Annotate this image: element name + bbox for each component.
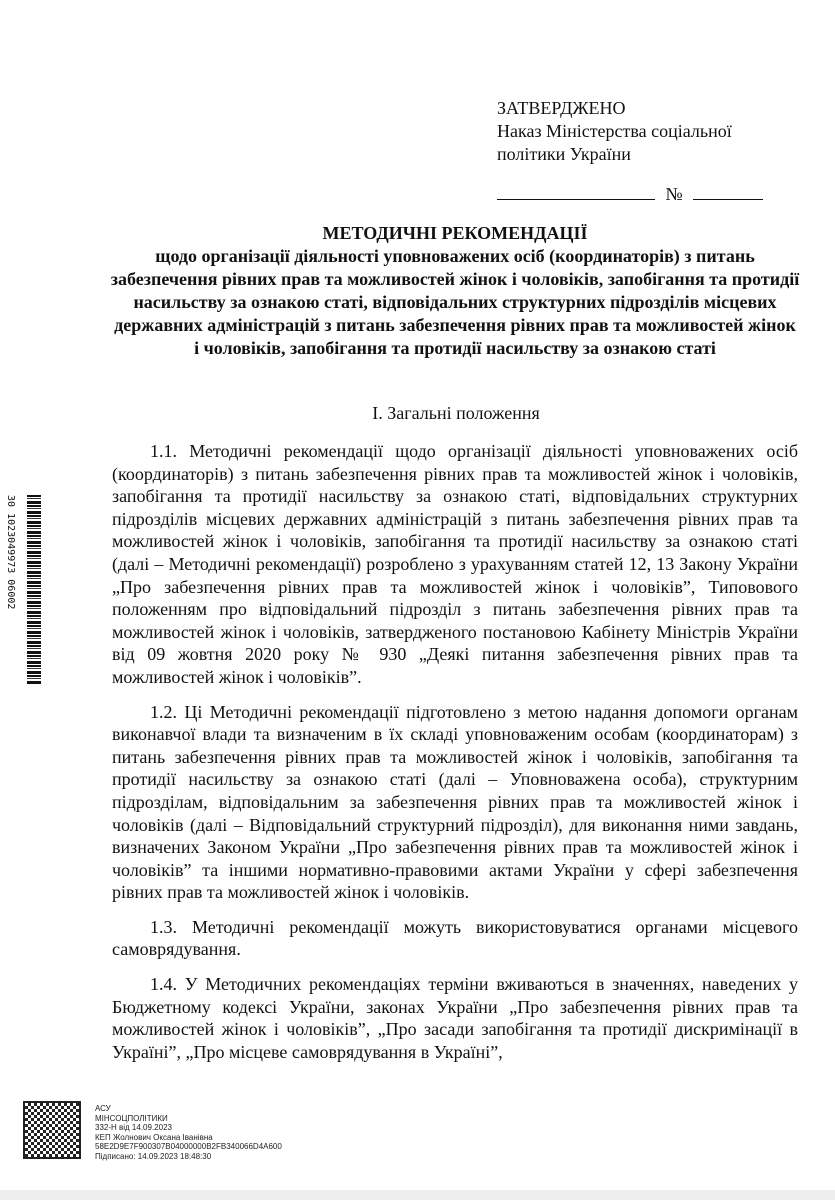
document-body bbox=[112, 440, 798, 1075]
number-sign: № bbox=[665, 184, 683, 204]
stamp-line: Підписано: 14.09.2023 18:48:30 bbox=[95, 1151, 212, 1161]
approval-heading: ЗАТВЕРДЖЕНО bbox=[497, 98, 626, 118]
signature-stamp bbox=[22, 1100, 322, 1162]
paragraph: 1.4. У Методичних рекомендаціях терміни вживаються в значеннях, наведених у Бюджетному кодексі України, законах України „Про забезпечення рівних прав та можливостей жінок і чоловіків”, „Про засади запобігання та протидії дискримінації в Україні”, „Про місцеве самоврядування в Україні”, bbox=[112, 974, 798, 1062]
approval-line-2: політики України bbox=[497, 144, 631, 164]
barcode-number: 30 1023049973 06002 bbox=[5, 495, 16, 610]
stamp-line: 332-Н від 14.09.2023 bbox=[95, 1123, 172, 1132]
stamp-line: 58E2D9E7F900307B04000000B2FB340066D4A600 bbox=[95, 1142, 282, 1151]
qr-code-icon bbox=[25, 1103, 79, 1157]
number-blank bbox=[693, 185, 763, 200]
document-title bbox=[110, 222, 800, 360]
stamp-line: АСУ bbox=[95, 1104, 111, 1113]
title-subtitle: щодо організації діяльності уповноважених осіб (координаторів) з питань забезпечення рівних прав та можливостей жінок і чоловіків, запобігання та протидії насильству за ознакою статі, відповідальних структурних підрозділів місцевих державних адміністрацій з питань забезпечення рівних прав та можливостей жінок і чоловіків, запобігання та протидії насильству за ознакою статі bbox=[110, 246, 800, 358]
paragraph: 1.2. Ці Методичні рекомендації підготовлено з метою надання допомоги органам виконавчої влади та визначеним в їх складі уповноваженим особам (координаторам) з питань забезпечення рівних прав та можливостей жінок і чоловіків, запобігання та протидії насильству за ознакою статі (далі – Уповноважена особа), структурним підрозділам, відповідальним за забезпечення рівних прав та можливостей жінок і чоловіків (далі – Відповідальний структурний підрозділ), для виконання ними завдань, визначених Законом України „Про забезпечення рівних прав та можливостей жінок і чоловіків” та іншими нормативно-правовими актами України у сфері забезпечення рівних прав та можливостей жінок і чоловіків. bbox=[112, 701, 798, 903]
stamp-line: МІНСОЦПОЛІТИКИ bbox=[95, 1113, 168, 1123]
order-number-line bbox=[497, 183, 763, 206]
title-main: МЕТОДИЧНІ РЕКОМЕНДАЦІЇ bbox=[322, 223, 588, 243]
approval-block bbox=[497, 97, 763, 206]
barcode bbox=[27, 495, 41, 685]
paragraph: 1.3. Методичні рекомендації можуть використовуватися органами місцевого самоврядування. bbox=[112, 916, 798, 960]
page-bottom-edge bbox=[0, 1190, 835, 1200]
section-heading: І. Загальні положення bbox=[372, 403, 540, 423]
date-blank bbox=[497, 185, 655, 200]
approval-line-1: Наказ Міністерства соціальної bbox=[497, 121, 732, 141]
stamp-line: КЕП Жолнович Оксана Іванівна bbox=[95, 1132, 213, 1142]
paragraph: 1.1. Методичні рекомендації щодо організації діяльності уповноважених осіб (координаторів) з питань забезпечення рівних прав та можливостей жінок і чоловіків, запобігання та протидії насильству за ознакою статі, відповідальних структурних підрозділів місцевих державних адміністрацій з питань забезпечення рівних прав та можливостей жінок і чоловіків, запобігання та протидії насильству за ознакою статі (далі – Методичні рекомендації) розроблено з урахуванням статей 12, 13 Закону України „Про забезпечення рівних прав та можливостей жінок і чоловіків”, Типовового положенням про відповідальний підрозділ з питань забезпечення рівних прав та можливостей жінок і чоловіків, затвердженого постановою Кабінету Міністрів України від 09 жовтня 2020 року № 930 „Деякі питання забезпечення рівних прав та можливостей жінок і чоловіків”. bbox=[112, 441, 798, 687]
